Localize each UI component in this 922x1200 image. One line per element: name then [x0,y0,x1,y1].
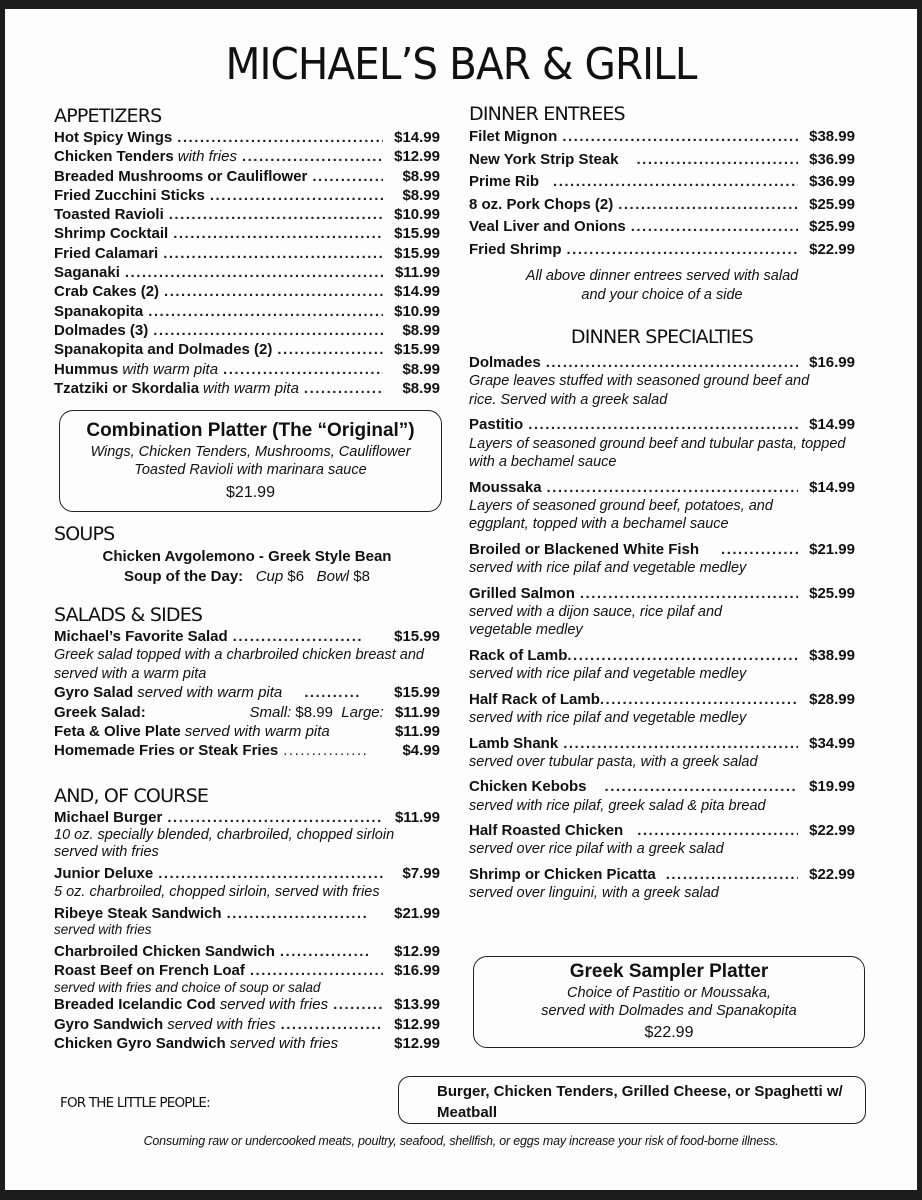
item-price: $11.99 [394,703,440,721]
of-course-heading: AND, OF COURSE [54,785,209,807]
item-description: served with rice pilaf, greek salad & pita bread [469,797,766,814]
item-name: Junior Deluxe [54,865,154,883]
menu-item [54,360,440,379]
leader-dots [125,263,383,282]
menu-item [54,128,440,147]
leader-dots [528,415,798,434]
menu-item [54,205,440,224]
menu-item [54,942,440,961]
item-price: $15.99 [394,244,440,262]
item-price: $22.99 [809,865,855,883]
leader-dots [312,167,383,186]
item-price: $16.99 [809,354,855,371]
item-price: $19.99 [809,778,855,796]
bowl-price: $8 [353,568,370,585]
soup-of-day [54,567,440,587]
item-name: Veal Liver and Onions [469,218,626,235]
item-description: Layers of seasoned ground beef and tubular pasta, topped with a bechamel sauce [469,435,846,471]
item-name: Michael Burger [54,809,163,826]
specialty-item [469,584,855,640]
item-name: Chicken Gyro Sandwich [54,1035,226,1053]
item-note: with warm pita [203,379,299,397]
item-price: $15.99 [394,225,440,243]
leader-dots [233,627,362,646]
specialty-item [469,478,855,534]
item-price: $10.99 [394,302,440,320]
item-price: $10.99 [394,206,440,224]
item-description: served with fries and choice of soup or salad [54,980,321,996]
menu-item [469,478,855,497]
item-price: $25.99 [809,584,855,602]
menu-item [469,171,855,194]
item-price: $12.99 [394,942,440,960]
leader-dots [333,995,383,1014]
leader-dots [637,149,798,172]
item-price: $14.99 [809,478,855,496]
combination-platter-price: $21.99 [226,484,275,501]
item-name: Gyro Salad [54,684,134,702]
item-description: served over rice pilaf with a greek salad [469,841,724,858]
item-note: with warm pita [122,360,219,378]
restaurant-title: MICHAEL’S BAR & GRILL [225,39,697,90]
item-name: Chicken Kebobs [469,778,587,796]
leader-dots [281,1015,383,1034]
greek-sampler-line2: served with Dolmades and Spanakopita [541,1003,797,1019]
menu-item [469,734,855,753]
item-description: 5 oz. charbroiled, chopped sirloin, served with fries [54,883,380,900]
leader-dots [280,942,368,961]
small-price: $8.99 [295,703,333,721]
leader-dots [158,864,383,883]
item-name: Half Rack of Lamb [469,690,600,708]
item-name: Dolmades (3) [54,321,149,339]
item-name: 8 oz. Pork Chops (2) [469,195,614,213]
item-price: $34.99 [809,734,855,752]
menu-item [54,379,440,398]
menu-item [54,263,440,282]
specialty-item [469,865,855,903]
menu-item [54,1034,440,1053]
leader-dots [304,379,383,398]
item-name: Shrimp Cocktail [54,225,169,243]
item-price: $12.99 [394,1035,440,1053]
menu-item [469,126,855,149]
item-price: $25.99 [809,195,855,213]
specialty-item [469,821,855,859]
leader-dots [167,808,383,827]
item-name: Charbroiled Chicken Sandwich [54,942,275,960]
item-name: Saganaki [54,264,120,282]
leader-dots [227,904,368,923]
greek-sampler-title: Greek Sampler Platter [569,961,769,982]
item-name: Moussaka [469,478,542,496]
item-name: Tzatziki or Skordalia [54,379,200,397]
small-label: Small: [249,703,292,721]
item-price: $38.99 [809,128,855,145]
leader-dots [164,282,383,301]
item-name: Shrimp or Chicken Picatta [469,865,656,883]
item-price: $11.99 [394,264,440,282]
menu-item [469,216,855,239]
menu-item [469,821,855,840]
leader-dots [173,224,383,243]
appetizers-heading: APPETIZERS [54,105,162,127]
cup-label: Cup [255,568,284,585]
item-price: $15.99 [394,341,440,359]
leader-dots [223,360,383,379]
specialty-item [469,353,855,409]
item-name: Lamb Shank [469,734,559,752]
menu-item [54,282,440,301]
leader-dots [304,683,362,702]
item-price: $38.99 [809,646,855,664]
soup-of-day-label: Soup of the Day: [124,568,244,585]
menu-item [54,961,440,980]
leader-dots [562,126,798,149]
menu-item [54,147,440,166]
item-description: served over tubular pasta, with a greek salad [469,753,758,770]
menu-item [54,627,440,646]
specialty-item [469,777,855,815]
leader-dots [547,478,798,497]
menu-item [469,239,855,262]
item-description: Grape leaves stuffed with seasoned ground beef and rice. Served with a greek salad [469,373,810,408]
leader-dots [721,540,798,559]
specialty-item [469,690,855,728]
dinner-specialties-heading: DINNER SPECIALTIES [570,326,754,348]
item-price: $22.99 [809,822,855,840]
entree-note-line2: and your choice of a side [581,287,743,303]
item-description: 10 oz. specially blended, charbroiled, chopped sirloin served with fries [54,827,395,861]
item-name: Broiled or Blackened White Fish [469,540,700,558]
item-price: $8.99 [402,321,440,339]
leader-dots [277,340,383,359]
menu-item [54,683,440,702]
item-name: Roast Beef on French Loaf [54,962,245,980]
item-name: Spanakopita and Dolmades (2) [54,341,273,359]
item-description: served with rice pilaf and vegetable medley [469,710,747,727]
item-price: $8.99 [402,167,440,185]
menu-item [54,340,440,359]
item-price: $15.99 [394,628,440,645]
item-price: $8.99 [402,360,440,378]
entree-note-line1: All above dinner entrees served with salad [525,268,799,284]
item-description: served with rice pilaf and vegetable medley [469,666,747,683]
menu-item [54,1015,440,1034]
item-name: Crab Cakes (2) [54,283,160,301]
item-description: served with a dijon sauce, rice pilaf and vegetable medley [469,603,723,639]
item-price: $12.99 [394,1015,440,1033]
leader-dots [546,353,798,372]
menu-item [54,722,440,741]
soups-line: Chicken Avgolemono - Greek Style Bean [102,548,392,565]
item-price: $8.99 [402,186,440,204]
leader-dots [567,646,798,665]
item-note: served with warm pita [184,722,330,740]
item-price: $14.99 [394,283,440,301]
leader-dots [177,128,383,147]
leader-dots [242,147,383,166]
item-name: Toasted Ravioli [54,206,164,224]
item-name: Dolmades [469,354,541,371]
specialty-item [469,734,855,772]
soups-section [54,522,440,587]
of-course-section [54,784,440,1053]
appetizers-list [54,128,440,398]
item-price: $16.99 [394,962,440,980]
item-note: with fries [177,148,237,166]
menu-item [54,904,440,923]
item-price: $36.99 [809,150,855,168]
menu-item [54,224,440,243]
menu-item [54,186,440,205]
menu-item [469,690,855,709]
item-name: Fried Calamari [54,244,159,262]
leader-dots [250,961,383,980]
item-name: Prime Rib [469,173,540,190]
item-description: Layers of seasoned ground beef, potatoes, and eggplant, topped with a bechamel sauce [469,497,773,533]
leader-dots [666,865,798,884]
item-name: Spanakopita [54,302,144,320]
menu-item [469,646,855,665]
leader-dots [153,321,383,340]
item-price: $22.99 [809,240,855,258]
leader-dots [169,205,383,224]
combination-platter-line2: Toasted Ravioli with marinara sauce [134,462,367,478]
menu-item [54,741,440,760]
leader-dots [605,777,798,796]
menu-item [54,302,440,321]
item-name: Homemade Fries or Steak Fries [54,742,279,760]
food-safety-disclaimer: Consuming raw or undercooked meats, poultry, seafood, shellfish, or eggs may increase your risk of food-borne illness. [143,1134,779,1148]
large-label: Large: [341,703,384,721]
specialty-item [469,540,855,578]
item-name: New York Strip Steak [469,150,619,168]
menu-item [54,864,440,883]
leader-dots [210,186,383,205]
menu-item [54,808,440,827]
left-column [54,104,440,398]
item-description: served with rice pilaf and vegetable medley [469,560,747,577]
leader-dots [148,302,383,321]
menu-item [54,167,440,186]
item-price: $11.99 [394,809,440,826]
leader-dots [567,239,798,262]
right-column [469,102,855,909]
item-price: $15.99 [394,684,440,702]
item-price: $28.99 [809,690,855,708]
menu-item [469,777,855,796]
bowl-label: Bowl [316,568,350,585]
kids-box [398,1076,866,1124]
item-price: $14.99 [394,129,440,146]
item-name: Breaded Icelandic Cod [54,996,216,1014]
leader-dots [600,690,798,709]
item-price: $4.99 [402,742,440,760]
salads-heading: SALADS & SIDES [54,604,203,626]
leader-dots [283,741,368,760]
item-name: Michael’s Favorite Salad [54,628,228,645]
salads-section [54,603,440,760]
item-name: Greek Salad: [54,703,146,721]
dinner-entrees-heading: DINNER ENTREES [469,103,625,125]
item-price: $25.99 [809,218,855,235]
menu-item [54,995,440,1014]
menu-item [469,865,855,884]
item-price: $7.99 [402,865,440,883]
item-name: Hot Spicy Wings [54,129,173,146]
item-name: Breaded Mushrooms or Cauliflower [54,167,308,185]
leader-dots [618,194,798,217]
item-note: served with fries [219,996,329,1014]
item-name: Fried Zucchini Sticks [54,186,205,204]
item-price: $21.99 [394,904,440,922]
item-price: $14.99 [809,416,855,434]
item-price: $12.99 [394,148,440,166]
soups-heading: SOUPS [54,523,115,545]
item-price: $11.99 [394,722,440,740]
item-price: $13.99 [394,996,440,1014]
menu-item [54,321,440,340]
item-name: Rack of Lamb [469,646,568,664]
greek-sampler-price: $22.99 [644,1024,694,1041]
leader-dots [631,216,798,239]
menu-item [469,415,855,434]
item-name: Half Roasted Chicken [469,822,624,840]
item-name: Pastitio [469,416,524,434]
item-price: $36.99 [809,173,855,190]
leader-dots [563,734,798,753]
item-price: $8.99 [402,379,440,397]
item-name: Feta & Olive Plate [54,722,181,740]
menu-item [469,194,855,217]
item-description: served with fries [54,921,152,937]
menu-item [469,584,855,603]
menu-item [469,353,855,372]
combination-platter-box [59,410,442,512]
leader-dots [163,244,383,263]
item-name: Grilled Salmon [469,584,575,602]
menu-item [54,703,440,722]
item-name: Filet Mignon [469,128,558,145]
kids-text: Burger, Chicken Tenders, Grilled Cheese, or Spaghetti w/ Meatball [437,1083,843,1121]
item-name: Fried Shrimp [469,240,562,258]
leader-dots [637,821,798,840]
item-name: Chicken Tenders [54,148,174,166]
greek-sampler-box [473,956,865,1048]
item-note: served with fries [167,1015,276,1033]
cup-price: $6 [287,568,305,585]
greek-sampler-line1: Choice of Pastitio or Moussaka, [567,985,771,1001]
specialty-item [469,415,855,471]
menu-item [469,540,855,559]
item-price: $21.99 [809,540,855,558]
leader-dots [580,584,798,603]
specialty-item [469,646,855,684]
item-note: served with warm pita [137,684,283,702]
item-note: served with fries [229,1035,339,1053]
menu-item [54,244,440,263]
item-description: served over linguini, with a greek salad [469,885,719,902]
item-name: Hummus [54,360,119,378]
item-description: Greek salad topped with a charbroiled chicken breast and served with a warm pita [54,647,424,682]
kids-label: FOR THE LITTLE PEOPLE: [60,1095,210,1111]
item-name: Ribeye Steak Sandwich [54,904,222,922]
combination-platter-title: Combination Platter (The “Original”) [86,420,415,441]
leader-dots [553,171,798,194]
item-name: Gyro Sandwich [54,1015,164,1033]
combination-platter-line1: Wings, Chicken Tenders, Mushrooms, Cauliflower [90,444,411,460]
menu-item [469,149,855,172]
